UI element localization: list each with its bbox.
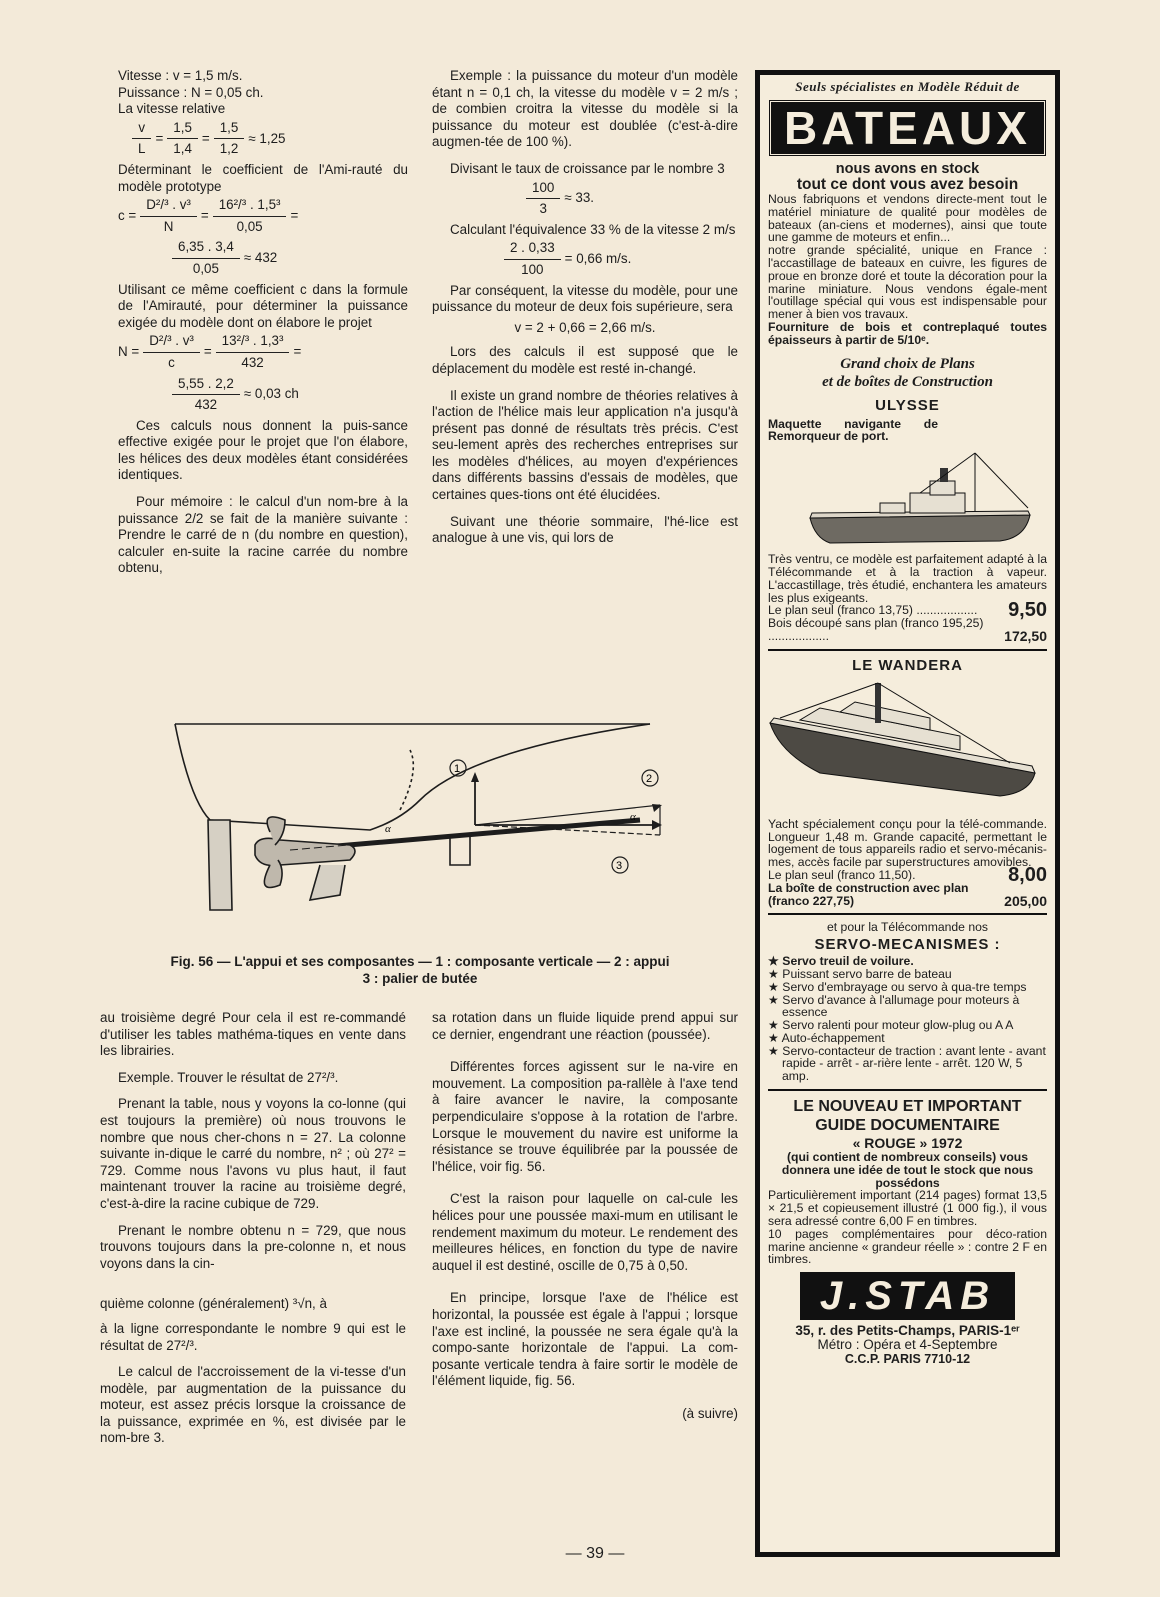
servo-item: ★ Servo d'embrayage ou servo à qua-tre temps [768, 979, 1027, 994]
to-be-continued: (à suivre) [682, 1405, 738, 1421]
servo-item: ★ Servo treuil de voilure. [768, 954, 914, 969]
figure-56-propeller-diagram [170, 720, 730, 940]
paragraph: Pour mémoire : le calcul d'un nom-bre à la puissance 2/2 se fait de la manière suivante : Prendre le carré de n (du nombre en question), calculer en-suite la racine carrée du nombre obtenu, [118, 494, 408, 576]
column-4 [432, 1010, 738, 1422]
paragraph: Prenant la table, nous y voyons la co-lonne (qui est toujours la première) où nous trouvons le nombre que nous cher-chons n = 27. La colonne suivante in-dique le carré du nombre, n² ; où 27² = 729. Comme nous l'avons vu plus haut, il faut maintenant trouver la racine au troisième degré, c'est-à-dire la racine cubique de 729. [100, 1096, 406, 1211]
model-wandera-description: Yacht spécialement conçu pour la télé-commande. Longueur 1,48 m. Grande capacité, permettant le logement de tous appareils radio et servo-mécanis-mes, accès facile par superstructures amovibles. [768, 816, 1047, 870]
growth-equation: $\frac{100}{3}$ ≈ 33. [522, 180, 738, 218]
jstab-logo: J.STAB [800, 1272, 1015, 1320]
ad-plans-2: et de boîtes de Construction [822, 373, 993, 390]
paragraph: C'est la raison pour laquelle on cal-cule les hélices pour une poussée maxi-mum en utilisant le rendement maximum du moteur. Le rendement des meilleures hélices, en fonction du type de navire auquel il est destiné, oscille de 0,75 à 0,50. [432, 1191, 738, 1273]
paragraph: Suivant une théorie sommaire, l'hé-lice est analogue à une vis, qui lors de [432, 513, 738, 546]
ad-specialty: notre grande spécialité, unique en France : l'accastillage de bateaux en cuivre, les figures de proue en bronze doré et toute la décoration pour la marine miniature. Nous vendons égale-ment l'outillage spécial qui vous est indispensable pour mener à bien vos travaux. [768, 243, 1047, 322]
paragraph: Calculant l'équivalence 33 % de la vitesse 2 m/s [450, 221, 736, 237]
servo-list [760, 955, 1055, 1083]
paragraph: Exemple. Trouver le résultat de 27²/³. [118, 1069, 339, 1085]
speed-line: Vitesse : v = 1,5 m/s. [118, 68, 243, 83]
speed-gain-equation: $\frac{2 . 0,33}{100}$ = 0,66 m/s. [500, 240, 738, 278]
alpha-label-shaft: α [385, 823, 391, 835]
servo-intro: et pour la Télécommande nos [826, 920, 988, 935]
address-line-1: 35, r. des Petits-Champs, PARIS-1ᵉʳ [795, 1323, 1020, 1339]
servo-item: ★ Puissant servo barre de bateau [768, 966, 952, 981]
model-ulysse-name: ULYSSE [875, 396, 940, 414]
speed-result: v = 2 + 0,66 = 2,66 m/s. [514, 319, 656, 335]
model-ulysse-price-plan: Le plan seul (franco 13,75) .................. 9,50 [768, 599, 1047, 622]
paragraph: Lors des calculs il est supposé que le déplacement du modèle est resté in-changé. [432, 344, 738, 376]
ad-intro: Nous fabriquons et vendons directe-ment tout le matériel miniature de qualité pour modèles de bateaux (an-ciens et modernes), ainsi que toute une gamme de moteurs et enfin... [768, 192, 1047, 245]
ad-tagline: Seuls spécialistes en Modèle Réduit de [795, 79, 1020, 94]
relative-speed-line: La vitesse relative [118, 101, 226, 117]
guide-title-3: « ROUGE » 1972 [852, 1135, 963, 1152]
model-wandera-name: LE WANDERA [852, 656, 963, 674]
coefficient-equation: c = $\frac{\text{D²/³ . v³}}{N}$ = $\frac{\text{16²/³ . 1,5³}}{0,05}$ = [118, 197, 299, 234]
power-line: Puissance : N = 0,05 ch. [118, 84, 264, 100]
page-number: — 39 — [565, 1545, 625, 1562]
servo-item: ★ Servo ralenti pour moteur glow-plug ou A A [768, 1018, 1014, 1033]
divider [768, 913, 1047, 915]
alpha-label: α [630, 811, 636, 823]
model-wandera-price-kit: La boîte de construction avec plan (franco 227,75) 205,00 [768, 880, 1047, 909]
paragraph: sa rotation dans un fluide liquide prend appui sur ce dernier, engendrant une réaction (poussée). [432, 1010, 738, 1042]
model-ulysse-subtitle: Maquette navigante de Remorqueur de port. [768, 416, 938, 444]
guide-extra: 10 pages complémentaires pour déco-ration marine ancienne « grandeur réelle » : contre 2 F en timbres. [768, 1226, 1047, 1267]
column-3 [100, 1010, 406, 1457]
servo-title: SERVO-MECANISMES : [814, 936, 1001, 954]
ad-headline-1: nous avons en stock [835, 161, 980, 177]
ad-brand: BATEAUX [768, 99, 1047, 157]
advertisement [755, 70, 1060, 1557]
paragraph: Déterminant le coefficient de l'Ami-rauté du modèle prototype [118, 161, 408, 194]
column-2 [432, 68, 738, 557]
divider [768, 1089, 1047, 1091]
relative-speed-equation: $\frac{v}{L}$ = $\frac{1,5}{1,4}$ = $\frac{1,5}{1,2}$ ≈ 1,25 [128, 120, 408, 158]
label-3: 3 [616, 860, 623, 872]
label-1: 1 [454, 763, 461, 775]
ad-plans-1: Grand choix de Plans [840, 355, 975, 372]
address-line-2: Métro : Opéra et 4-Septembre [817, 1337, 998, 1353]
divider [768, 649, 1047, 651]
paragraph: au troisième degré Pour cela il est re-commandé d'utiliser les tables mathéma-tiques en vente dans les librairies. [100, 1010, 406, 1059]
paragraph: Différentes forces agissent sur le na-vire en mouvement. La composition pa-rallèle à l'axe tend à faire avancer le navire, la composante perpendiculaire s'oppose à la rotation de l'arbre. Lorsque le mouvement du navire est uniforme la résistance se trouve équilibrée par la poussée de l'hélice, voir fig. 56. [432, 1059, 738, 1174]
guide-title-2: GUIDE DOCUMENTAIRE [815, 1117, 1000, 1135]
servo-item: ★ Auto-échappement [768, 1030, 885, 1045]
tugboat-illustration [760, 443, 1050, 553]
paragraph: Le calcul de l'accroissement de la vi-tesse d'un modèle, par augmentation de la puissance du moteur, est assez précis lorsque la croissance de la puissance, exprimée en %, est divisée par le nom-bre 3. [100, 1364, 406, 1446]
paragraph: Ces calculs nous donnent la puis-sance effective exigée pour le projet que l'on élabore, les hélices des deux modèles étant considérées identiques. [118, 417, 408, 483]
column-1 [118, 68, 408, 587]
paragraph: Prenant le nombre obtenu n = 729, que nous trouvons toujours dans la pre-colonne n, et nous voyons dans la cin- [100, 1222, 406, 1271]
paragraph: à la ligne correspondante le nombre 9 qui est le résultat de 27²/³. [100, 1320, 406, 1353]
label-2: 2 [646, 773, 653, 785]
paragraph: quième colonne (généralement) ³√n, à [100, 1296, 327, 1312]
coefficient-result: $\frac{6,35 . 3,4}{0,05}$ ≈ 432 [168, 239, 408, 277]
guide-details: Particulièrement important (214 pages) format 13,5 × 21,5 et copieusement illustré (1 000 fig.), il vous sera adressé contre 6,00 F en timbres. [768, 1188, 1047, 1229]
guide-title-1: LE NOUVEAU ET IMPORTANT [793, 1098, 1022, 1116]
paragraph: Utilisant ce même coefficient c dans la formule de l'Amirauté, pour déterminer la puissance exigée du modèle dont on élabore le projet [118, 281, 408, 330]
guide-description: (qui contient de nombreux conseils) vous donnera une idée de tout le stock que nous possédons [781, 1150, 1034, 1190]
power-equation: N = $\frac{\text{D²/³ . v³}}{c}$ = $\frac{\text{13²/³ . 1,3³}}{432}$ = [118, 333, 302, 370]
servo-item: ★ Servo d'avance à l'allumage pour moteurs à essence [768, 992, 1020, 1020]
figure-caption: Fig. 56 — L'appui et ses composantes — 1 : composante verticale — 2 : appui 3 : palier de butée [170, 954, 670, 986]
ad-wood: Fourniture de bois et contreplaqué toutes épaisseurs à partir de 5/10ᵉ. [768, 319, 1047, 347]
model-wandera-price-plan: Le plan seul (franco 11,50). 8,00 [768, 863, 1047, 886]
paragraph: Exemple : la puissance du moteur d'un modèle étant n = 0,1 ch, la vitesse du modèle v = 2 m/s ; de combien croitra la vitesse du modèle si la puissance du moteur est doublée (c'est-à-dire augmen-tée de 100 %). [432, 68, 738, 150]
paragraph: En principe, lorsque l'axe de l'hélice est horizontal, la poussée est égale à l'appui ; lorsque l'axe est incliné, la poussée ne sera égale qu'à la compo-sante horizontale de l'appui. La com-posante verticale tendra à faire sortir le modèle de l'élément liquide, fig. 56. [432, 1290, 738, 1389]
address-line-3: C.C.P. PARIS 7710-12 [844, 1352, 971, 1367]
paragraph: Divisant le taux de croissance par le nombre 3 [450, 160, 725, 176]
model-ulysse-description: Très ventru, ce modèle est parfaitement adapté à la Télécommande et à la traction à vapeur. L'accastillage, très étudié, enchantera les amateurs les plus exigeants. [768, 552, 1047, 605]
yacht-illustration [760, 678, 1050, 818]
model-ulysse-price-wood: Bois découpé sans plan (franco 195,25) .................. 172,50 [768, 616, 1047, 644]
servo-item: ★ Servo-contacteur de traction : avant lente - avant rapide - arrêt - ar-rière lente - arrêt. 120 W, 5 amp. [768, 1043, 1046, 1084]
paragraph: Par conséquent, la vitesse du modèle, pour une puissance du moteur de deux fois supérieure, sera [432, 282, 738, 315]
power-result: $\frac{5,55 . 2,2}{432}$ ≈ 0,03 ch [168, 376, 408, 414]
ad-headline-2: tout ce dont vous avez besoin [796, 176, 1019, 193]
paragraph: Il existe un grand nombre de théories relatives à l'action de l'hélice mais leur application n'a jusqu'à présent pas donné de résultats très précis. C'est seu-lement après des recherches entreprises sur les modèles d'hélices, au moyen d'expériences dans différents bassins d'essais de modèles, que certaines ques-tions ont été élucidées. [432, 387, 738, 503]
